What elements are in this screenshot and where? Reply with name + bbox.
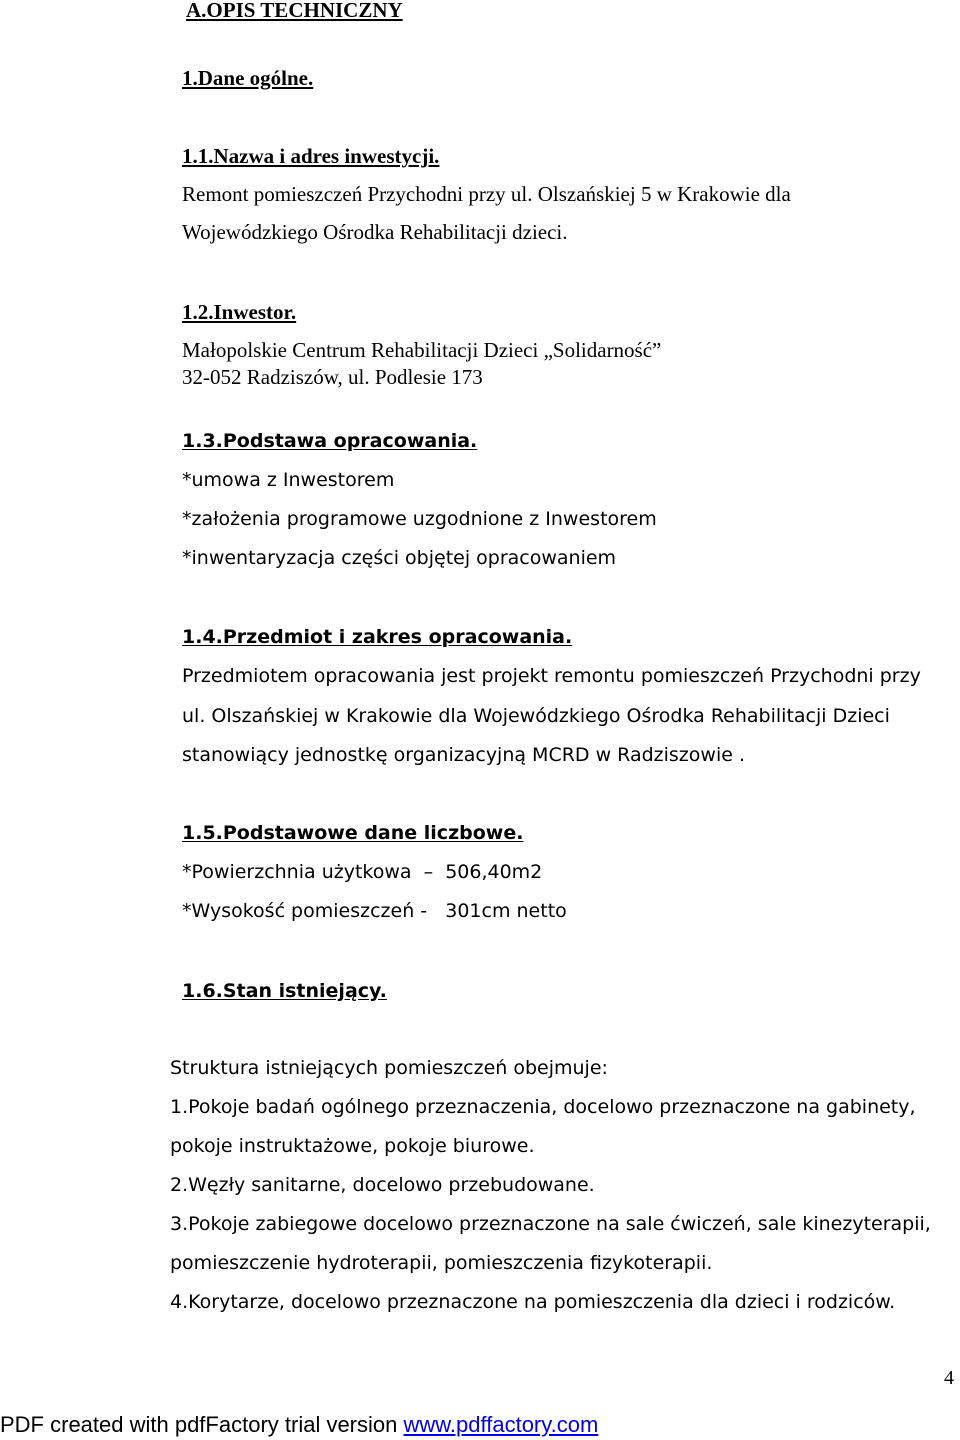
section-1-4-line: ul. Olszańskiej w Krakowie dla Wojewódzkiego Ośrodka Rehabilitacji Dzieci <box>182 705 890 727</box>
section-1-3-line: *inwentaryzacja części objętej opracowaniem <box>182 547 617 569</box>
footer-text: PDF created with pdfFactory trial version <box>0 1412 404 1437</box>
section-1-1-line: Wojewódzkiego Ośrodka Rehabilitacji dzieci. <box>182 220 568 244</box>
section-1-6-line: 4.Korytarze, docelowo przeznaczone na pomieszczenia dla dzieci i rodziców. <box>170 1291 896 1313</box>
section-1-6-line: 3.Pokoje zabiegowe docelowo przeznaczone na sale ćwiczeń, sale kinezyterapii, <box>170 1213 931 1235</box>
section-1-5-line: *Powierzchnia użytkowa – 506,40m2 <box>182 861 543 883</box>
section-1-6-line: pomieszczenie hydroterapii, pomieszczenia fizykoterapii. <box>170 1252 713 1274</box>
section-1-4-line: Przedmiotem opracowania jest projekt remontu pomieszczeń Przychodni przy <box>182 665 921 687</box>
section-1-6-heading: 1.6.Stan istniejący. <box>182 980 387 1002</box>
section-1-6-line: Struktura istniejących pomieszczeń obejmuje: <box>170 1057 608 1079</box>
section-1-4-line: stanowiący jednostkę organizacyjną MCRD w Radziszowie . <box>182 744 745 766</box>
section-1-heading: 1.Dane ogólne. <box>182 66 314 90</box>
section-1-2-heading: 1.2.Inwestor. <box>182 300 297 324</box>
pdf-footer <box>0 1412 598 1438</box>
section-1-6-line: 2.Węzły sanitarne, docelowo przebudowane. <box>170 1174 595 1196</box>
section-1-6-line: 1.Pokoje badań ogólnego przeznaczenia, docelowo przeznaczone na gabinety, <box>170 1096 916 1118</box>
section-1-5-line: *Wysokość pomieszczeń - 301cm netto <box>182 900 567 922</box>
section-1-2-line: 32-052 Radziszów, ul. Podlesie 173 <box>182 365 483 389</box>
section-1-6-line: pokoje instruktażowe, pokoje biurowe. <box>170 1135 535 1157</box>
section-1-4-heading: 1.4.Przedmiot i zakres opracowania. <box>182 626 573 648</box>
section-1-3-heading: 1.3.Podstawa opracowania. <box>182 430 478 452</box>
page-number: 4 <box>944 1367 954 1389</box>
section-1-3-line: *umowa z Inwestorem <box>182 469 395 491</box>
section-1-1-heading: 1.1.Nazwa i adres inwestycji. <box>182 144 440 168</box>
section-1-2-line: Małopolskie Centrum Rehabilitacji Dzieci „Solidarność” <box>182 338 662 362</box>
section-1-3-line: *założenia programowe uzgodnione z Inwestorem <box>182 508 657 530</box>
section-1-1-line: Remont pomieszczeń Przychodni przy ul. Olszańskiej 5 w Krakowie dla <box>182 182 791 206</box>
section-1-5-heading: 1.5.Podstawowe dane liczbowe. <box>182 822 524 844</box>
pdffactory-link[interactable]: www.pdffactory.com <box>403 1412 599 1437</box>
document-title: A.OPIS TECHNICZNY <box>186 0 403 22</box>
